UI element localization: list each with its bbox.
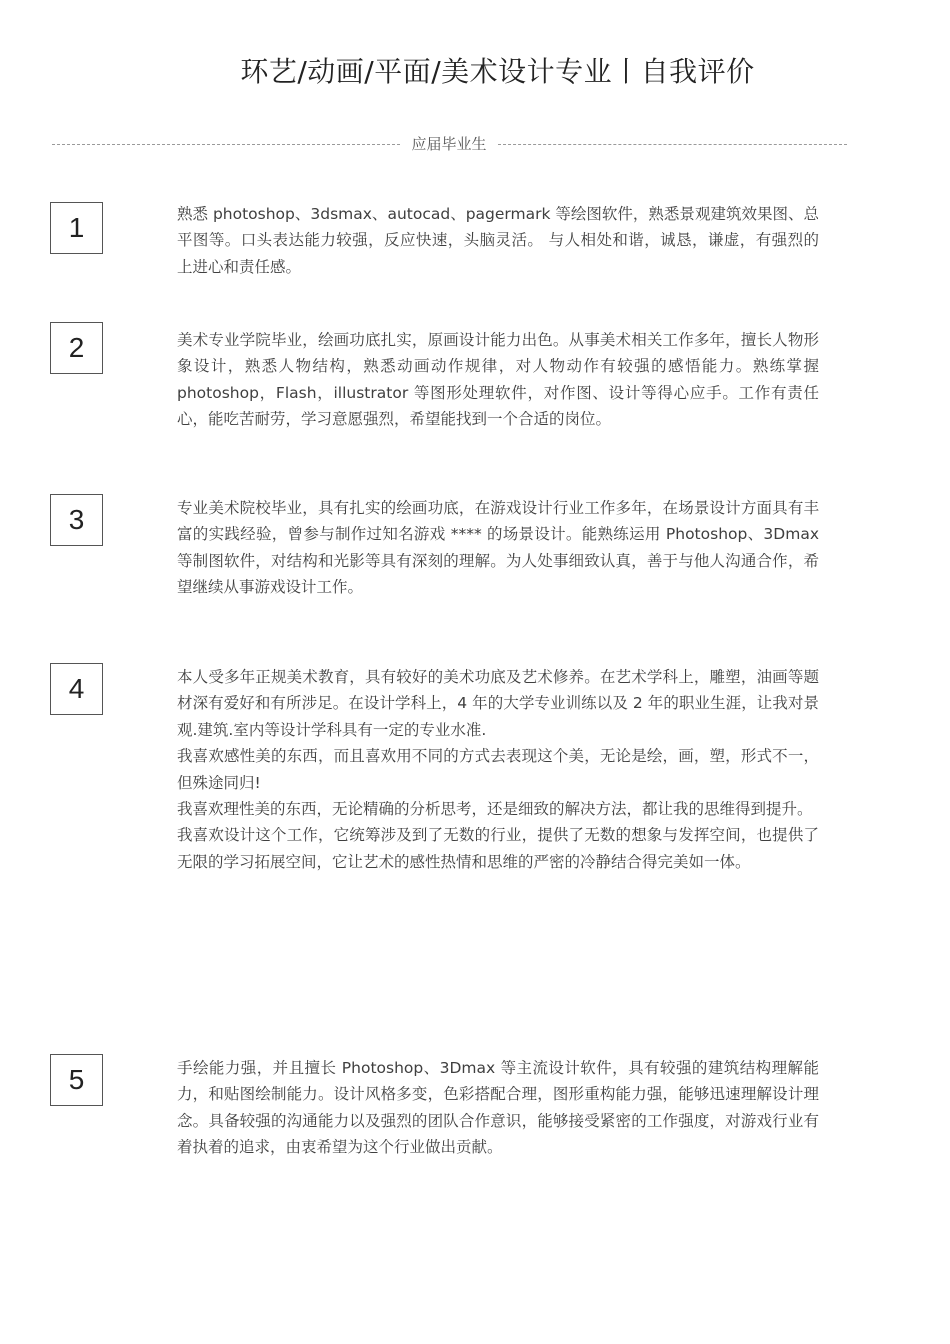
section-4-paragraph-1: 本人受多年正规美术教育，具有较好的美术功底及艺术修养。在艺术学科上，雕塑，油画等题材深有爱好和有所涉足。在设计学科上，4 年的大学专业训练以及 2 年的职业生涯，让我对景观.建筑.室内等设计学科具有一定的专业水准. bbox=[177, 668, 819, 739]
section-3-paragraph: 专业美术院校毕业，具有扎实的绘画功底，在游戏设计行业工作多年，在场景设计方面具有丰富的实践经验，曾参与制作过知名游戏 **** 的场景设计。能熟练运用 Photoshop、3Dmax 等制图软件，对结构和光影等具有深刻的理解。为人处事细致认真，善于与他人沟通合作，希望继续从事游戏设计工作。 bbox=[177, 499, 819, 597]
divider-line-right bbox=[498, 144, 847, 145]
section-number-4: 4 bbox=[50, 663, 103, 715]
page-title: 环艺/动画/平面/美术设计专业丨自我评价 bbox=[240, 55, 755, 88]
subtitle-divider bbox=[52, 134, 847, 154]
section-text-5 bbox=[177, 1055, 819, 1161]
section-text-2 bbox=[177, 327, 819, 433]
section-text-3 bbox=[177, 495, 819, 601]
section-4-paragraph-3: 我喜欢理性美的东西，无论精确的分析思考，还是细致的解决方法，都让我的思维得到提升。 bbox=[177, 800, 813, 819]
section-text-1 bbox=[177, 201, 819, 280]
subtitle-label: 应届毕业生 bbox=[411, 135, 487, 153]
section-text-4 bbox=[177, 664, 819, 875]
section-number-5: 5 bbox=[50, 1054, 103, 1106]
section-4-paragraph-2: 我喜欢感性美的东西，而且喜欢用不同的方式去表现这个美，无论是绘，画，塑，形式不一，但殊途同归! bbox=[177, 747, 819, 792]
divider-line-left bbox=[52, 144, 400, 145]
section-4-paragraph-4: 我喜欢设计这个工作，它统筹涉及到了无数的行业，提供了无数的想象与发挥空间，也提供了无限的学习拓展空间，它让艺术的感性热情和思维的严密的冷静结合得完美如一体。 bbox=[177, 826, 819, 871]
section-number-1: 1 bbox=[50, 202, 103, 254]
section-number-2: 2 bbox=[50, 322, 103, 374]
section-5-paragraph: 手绘能力强，并且擅长 Photoshop、3Dmax 等主流设计软件，具有较强的建筑结构理解能力，和贴图绘制能力。设计风格多变，色彩搭配合理，图形重构能力强，能够迅速理解设计理念。具备较强的沟通能力以及强烈的团队合作意识，能够接受紧密的工作强度，对游戏行业有着执着的追求，由衷希望为这个行业做出贡献。 bbox=[177, 1059, 819, 1157]
section-number-3: 3 bbox=[50, 494, 103, 546]
section-1-paragraph: 熟悉 photoshop、3dsmax、autocad、pagermark 等绘图软件，熟悉景观建筑效果图、总平图等。口头表达能力较强，反应快速，头脑灵活。 与人相处和谐，诚恳，谦虚，有强烈的 上进心和责任感。 bbox=[177, 205, 819, 276]
section-2-paragraph: 美术专业学院毕业，绘画功底扎实，原画设计能力出色。从事美术相关工作多年，擅长人物形象设计，熟悉人物结构，熟悉动画动作规律，对人物动作有较强的感悟能力。熟练掌握 photoshop，Flash，illustrator 等图形处理软件，对作图、设计等得心应手。工作有责任心，能吃苦耐劳，学习意愿强烈，希望能找到一个合适的岗位。 bbox=[177, 331, 819, 429]
